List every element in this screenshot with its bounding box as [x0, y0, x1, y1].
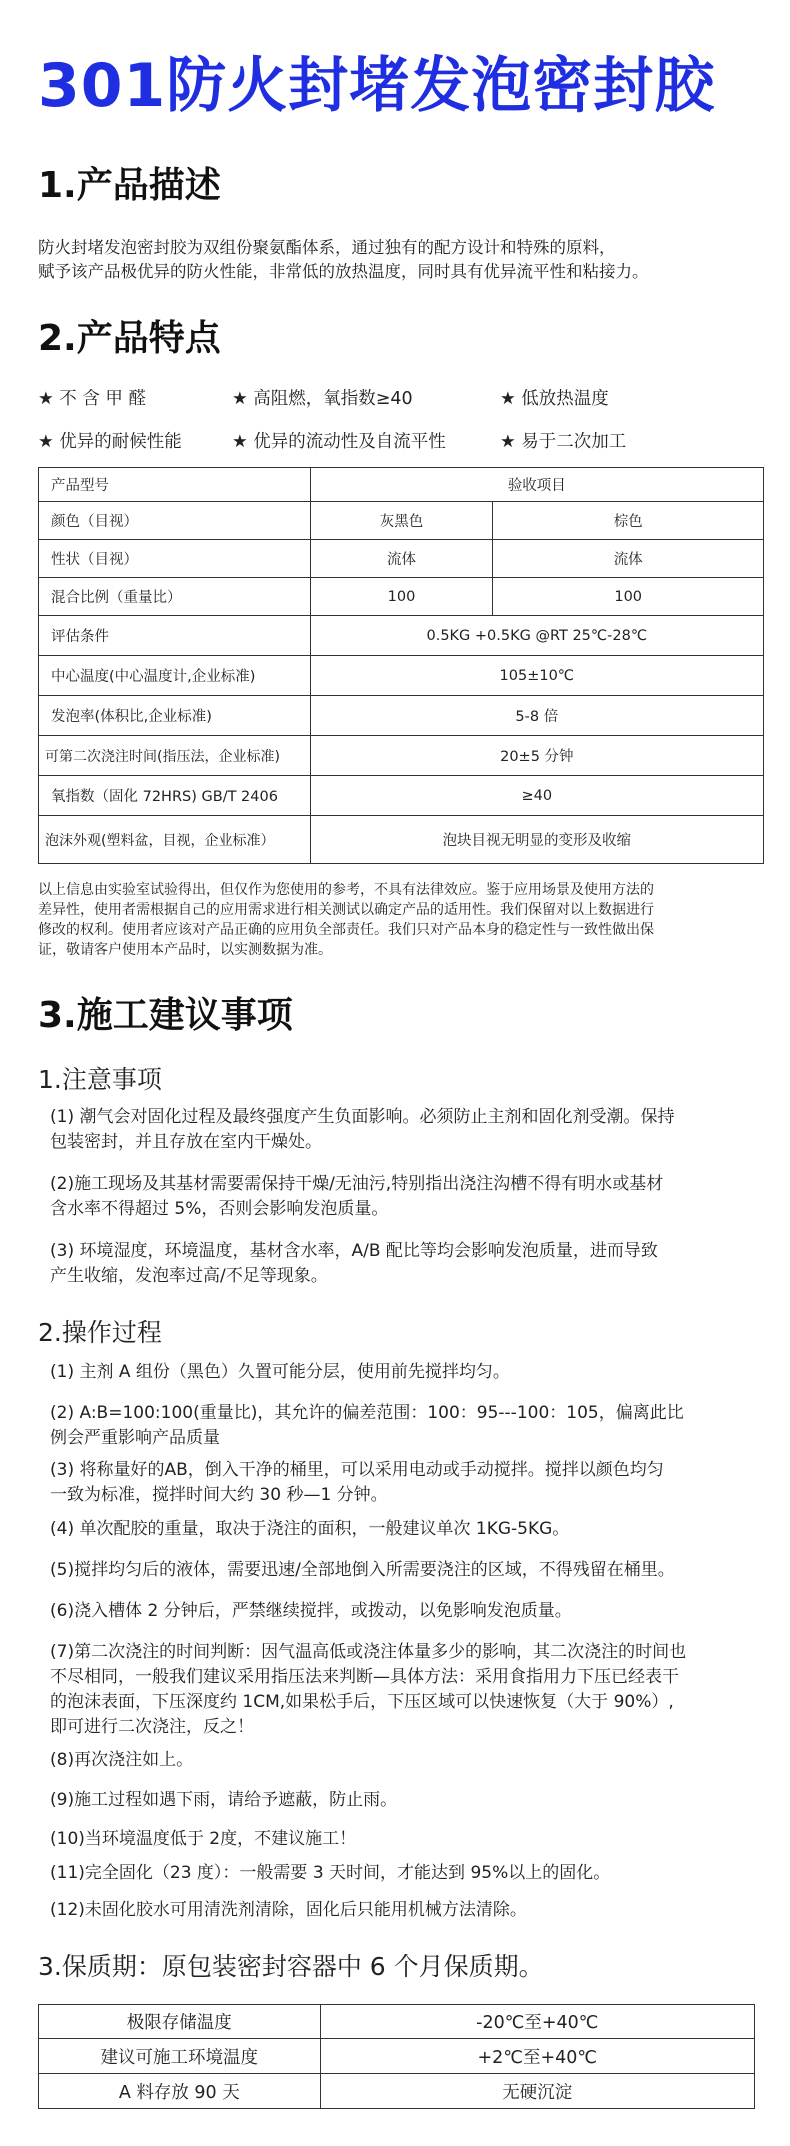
- list-item-line: (12)未固化胶水可用清洗剂清除，固化后只能用机械方法清除。: [50, 1900, 527, 1920]
- table-cell-label: 极限存储温度: [39, 2005, 321, 2039]
- list-item: [50, 1172, 775, 1222]
- list-item-line: (3) 将称量好的AB，倒入干净的桶里，可以采用电动或手动搅拌。搅拌以颜色均匀: [50, 1460, 664, 1480]
- table-cell-label: 发泡率(体积比,企业标准): [39, 696, 311, 736]
- table-header-cell: 产品型号: [39, 468, 311, 502]
- list-item: [50, 1599, 775, 1624]
- storage-table: [38, 2004, 755, 2109]
- list-item-line: (10)当环境温度低于 2度，不建议施工！: [50, 1829, 357, 1849]
- table-header-row: [39, 468, 764, 502]
- table-cell: 100: [493, 578, 764, 616]
- list-item: [50, 1827, 775, 1852]
- table-row: [39, 578, 764, 616]
- description-paragraph: [38, 236, 778, 284]
- table-row: [39, 656, 764, 696]
- list-item-line: (2) A:B=100:100(重量比)，其允许的偏差范围：100：95---100：105，偏离此比: [50, 1403, 684, 1423]
- list-item-line: 含水率不得超过 5%，否则会影响发泡质量。: [50, 1199, 389, 1219]
- table-cell: 泡块目视无明显的变形及收缩: [310, 816, 763, 864]
- feature-item: ★ 高阻燃，氧指数≥40: [232, 389, 413, 409]
- description-line: 防火封堵发泡密封胶为双组份聚氨酯体系，通过独有的配方设计和特殊的原料，: [38, 238, 616, 257]
- list-item-line: (4) 单次配胶的重量，取决于浇注的面积，一般建议单次 1KG-5KG。: [50, 1519, 570, 1539]
- list-item: [50, 1748, 775, 1773]
- list-item-line: 不尽相同，一般我们建议采用指压法来判断—具体方法：采用食指用力下压已经表干: [50, 1667, 679, 1687]
- list-item-line: (8)再次浇注如上。: [50, 1750, 194, 1770]
- table-row: [39, 2074, 755, 2109]
- disclaimer-line: 证，敬请客户使用本产品时，以实测数据为准。: [38, 942, 332, 958]
- feature-item: ★ 易于二次加工: [500, 432, 627, 452]
- list-item-line: (9)施工过程如遇下雨，请给予遮蔽，防止雨。: [50, 1790, 398, 1810]
- list-item-line: (3) 环境湿度，环境温度，基材含水率，A/B 配比等均会影响发泡质量，进而导致: [50, 1241, 658, 1261]
- feature-item: ★ 优异的耐候性能: [38, 432, 182, 452]
- list-item: [50, 1458, 775, 1508]
- table-cell-label: 泡沫外观(塑料盆，目视，企业标准）: [39, 816, 311, 864]
- subheading-shelf-life: 3.保质期：原包装密封容器中 6 个月保质期。: [38, 1952, 544, 1981]
- list-item: [50, 1898, 775, 1923]
- table-cell-label: 氧指数（固化 72HRS) GB/T 2406: [39, 776, 311, 816]
- list-item: [50, 1105, 775, 1155]
- table-row: [39, 816, 764, 864]
- list-item-line: (11)完全固化（23 度）：一般需要 3 天时间，才能达到 95%以上的固化。: [50, 1863, 611, 1883]
- list-item: [50, 1640, 775, 1740]
- section-heading-construction: 3.施工建议事项: [38, 995, 293, 1036]
- table-cell-label: 中心温度(中心温度计,企业标准): [39, 656, 311, 696]
- table-cell-label: 建议可施工环境温度: [39, 2039, 321, 2074]
- table-cell-label: 评估条件: [39, 616, 311, 656]
- feature-item: ★ 优异的流动性及自流平性: [232, 432, 446, 452]
- list-item-line: 一致为标准，搅拌时间大约 30 秒—1 分钟。: [50, 1485, 388, 1505]
- list-item: [50, 1558, 775, 1583]
- subheading-procedure: 2.操作过程: [38, 1318, 162, 1347]
- table-cell: 灰黑色: [310, 502, 493, 540]
- list-item: [50, 1788, 775, 1813]
- disclaimer-note: [38, 880, 768, 960]
- list-item-line: (7)第二次浇注的时间判断：因气温高低或浇注体量多少的影响，其二次浇注的时间也: [50, 1642, 687, 1662]
- table-row: [39, 776, 764, 816]
- list-item-line: (6)浇入槽体 2 分钟后，严禁继续搅拌，或拨动，以免影响发泡质量。: [50, 1601, 572, 1621]
- table-cell-label: A 料存放 90 天: [39, 2074, 321, 2109]
- table-cell-label: 性状（目视）: [39, 540, 311, 578]
- list-item-line: 例会严重影响产品质量: [50, 1428, 220, 1448]
- table-cell: 流体: [493, 540, 764, 578]
- table-cell: ≥40: [310, 776, 763, 816]
- list-item: [50, 1861, 775, 1886]
- list-item: [50, 1401, 775, 1451]
- list-item: [50, 1360, 775, 1385]
- table-cell: 100: [310, 578, 493, 616]
- table-cell: +2℃至+40℃: [320, 2039, 754, 2074]
- list-item: [50, 1239, 775, 1289]
- table-cell: -20℃至+40℃: [320, 2005, 754, 2039]
- disclaimer-line: 差异性，使用者需根据自己的应用需求进行相关测试以确定产品的适用性。我们保留对以上数据进行: [38, 902, 654, 918]
- list-item-line: (1) 潮气会对固化过程及最终强度产生负面影响。必须防止主剂和固化剂受潮。保持: [50, 1107, 675, 1127]
- section-heading-description: 1.产品描述: [38, 165, 221, 206]
- page-title: 301防火封堵发泡密封胶: [38, 51, 716, 121]
- table-cell-label: 颜色（目视）: [39, 502, 311, 540]
- list-item-line: (5)搅拌均匀后的液体，需要迅速/全部地倒入所需要浇注的区域，不得残留在桶里。: [50, 1560, 675, 1580]
- disclaimer-line: 修改的权利。使用者应该对产品正确的应用负全部责任。我们只对产品本身的稳定性与一致性做出保: [38, 922, 654, 938]
- table-row: [39, 502, 764, 540]
- description-line: 赋予该产品极优异的防火性能，非常低的放热温度，同时具有优异流平性和粘接力。: [38, 262, 649, 281]
- spec-table: [38, 467, 764, 864]
- list-item-line: 包装密封，并且存放在室内干燥处。: [50, 1132, 322, 1152]
- table-cell-label: 混合比例（重量比）: [39, 578, 311, 616]
- table-row: [39, 2005, 755, 2039]
- list-item-line: 即可进行二次浇注，反之！: [50, 1717, 254, 1737]
- list-item-line: 的泡沫表面，下压深度约 1CM,如果松手后，下压区域可以快速恢复（大于 90%）,: [50, 1692, 674, 1712]
- table-header-cell: 验收项目: [310, 468, 763, 502]
- table-row: [39, 2039, 755, 2074]
- subheading-precautions: 1.注意事项: [38, 1065, 162, 1094]
- table-row: [39, 736, 764, 776]
- table-cell: 无硬沉淀: [320, 2074, 754, 2109]
- feature-item: ★ 不 含 甲 醛: [38, 389, 146, 409]
- feature-item: ★ 低放热温度: [500, 389, 609, 409]
- table-cell-label: 可第二次浇注时间(指压法，企业标准): [39, 736, 311, 776]
- disclaimer-line: 以上信息由实验室试验得出，但仅作为您使用的参考，不具有法律效应。鉴于应用场景及使用方法的: [38, 882, 654, 898]
- section-heading-features: 2.产品特点: [38, 318, 221, 359]
- list-item-line: (2)施工现场及其基材需要需保持干燥/无油污,特别指出浇注沟槽不得有明水或基材: [50, 1174, 664, 1194]
- table-cell: 5-8 倍: [310, 696, 763, 736]
- table-row: [39, 616, 764, 656]
- table-cell: 流体: [310, 540, 493, 578]
- table-cell: 105±10℃: [310, 656, 763, 696]
- table-cell: 20±5 分钟: [310, 736, 763, 776]
- table-row: [39, 540, 764, 578]
- table-cell: 0.5KG +0.5KG @RT 25℃-28℃: [310, 616, 763, 656]
- list-item-line: 产生收缩，发泡率过高/不足等现象。: [50, 1266, 328, 1286]
- table-row: [39, 696, 764, 736]
- list-item: [50, 1517, 775, 1542]
- list-item-line: (1) 主剂 A 组份（黑色）久置可能分层，使用前先搅拌均匀。: [50, 1362, 510, 1382]
- table-cell: 棕色: [493, 502, 764, 540]
